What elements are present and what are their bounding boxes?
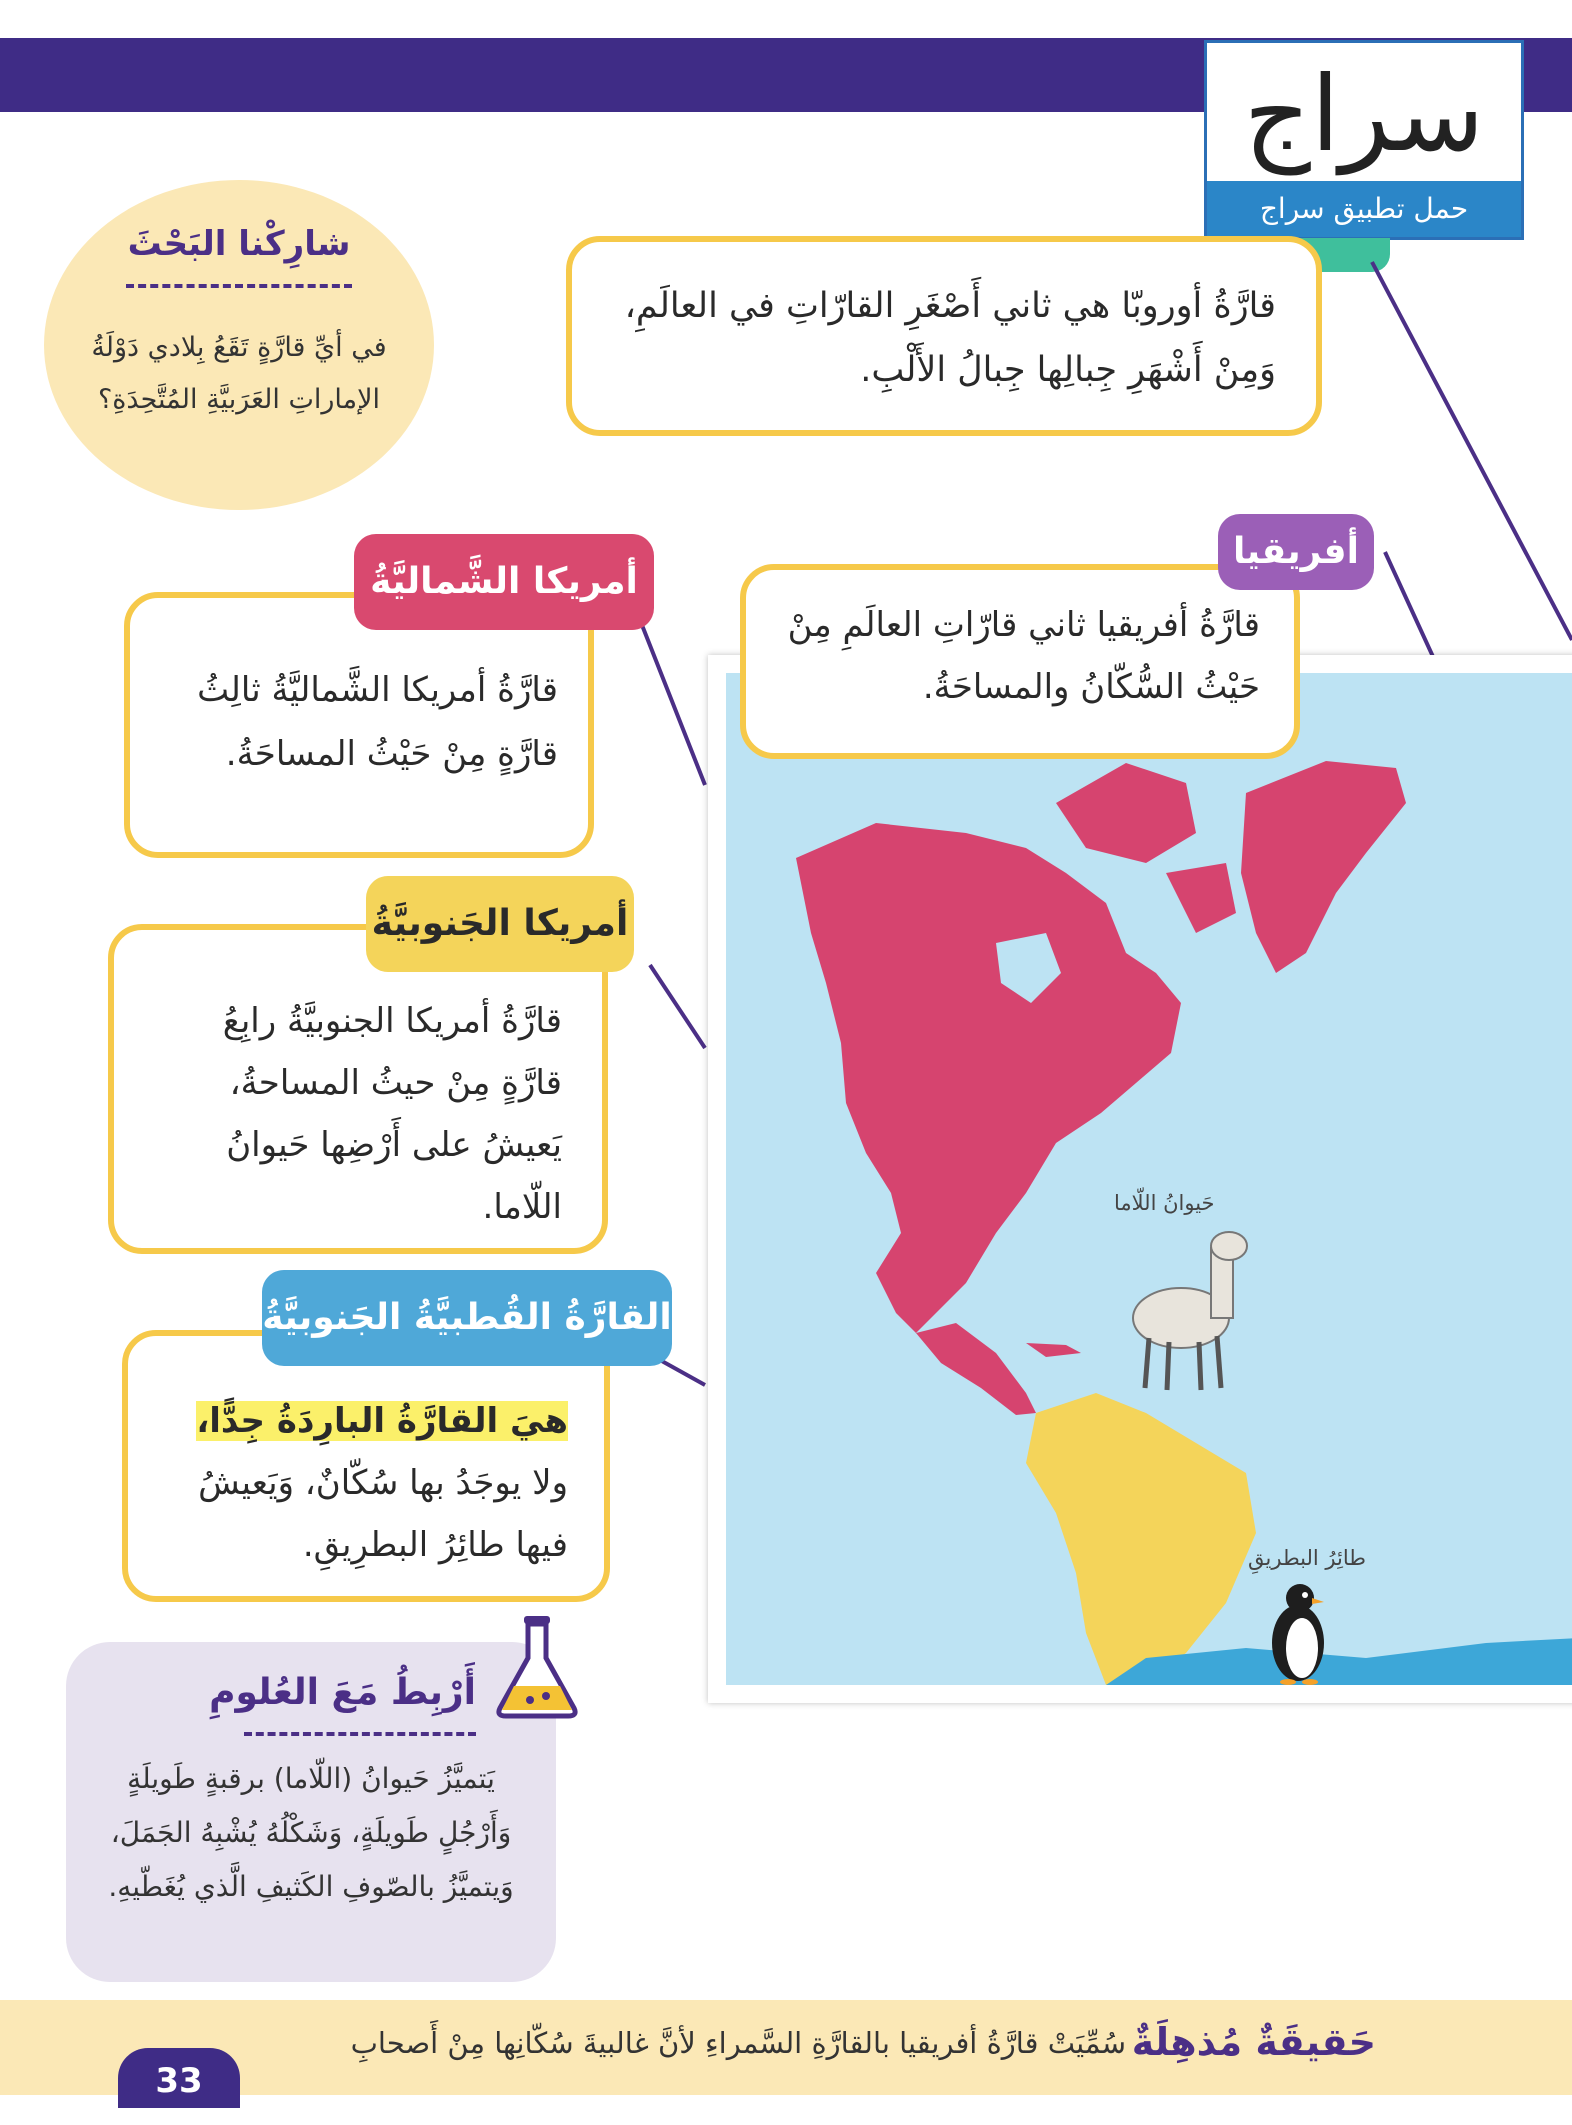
europe-text: قارَّةُ أوروبّا هي ثاني أَصْغَرِ القارّاتِ في العالَمِ، وَمِنْ أَشْهَرِ جِبالِها جِبالُ الأَلْبِ. [624,286,1276,390]
caribbean-islands-shape [1026,1343,1081,1357]
antarctica-text: ولا يوجَدُ بها سُكّانٌ، وَيَعيشُ فيها طائِرُ البطرِيقِ. [198,1463,568,1565]
page-number: 33 [118,2048,240,2108]
science-title-underline [244,1732,476,1736]
north-america-card [124,592,594,858]
llama-illustration [1121,1218,1271,1398]
penguin-illustration [1258,1578,1338,1685]
africa-tag: أفريقيا [1218,514,1374,590]
logo-wordmark: سراج [1243,53,1485,175]
antarctica-tag: القارَّةُ القُطبيَّةُ الجَنوبيَّةُ [262,1270,672,1366]
africa-card [740,564,1300,759]
south-america-tag: أمريكا الجَنوبيَّةُ [366,876,634,972]
south-america-card [108,924,608,1254]
science-title: أَرْبِطُ مَعَ العُلومِ [209,1672,476,1713]
europe-connector [1372,262,1572,640]
europe-card [566,236,1322,436]
research-bubble [44,180,434,510]
antarctica-highlight: هيَ القارَّةُ البارِدَةُ جِدًّا، [196,1401,568,1441]
north-america-connector [640,620,705,785]
amazing-fact-title: حَقيقَةٌ مُذهِلَةٌ [1131,2020,1376,2064]
africa-text: قارَّةُ أفريقيا ثاني قارّاتِ العالَمِ مِنْ حَيْثُ السُّكّانُ والمساحَةُ. [787,605,1260,707]
south-america-shape [1026,1393,1256,1685]
antarctica-card [122,1330,610,1602]
research-question: في أيِّ قارَّةٍ تَقَعُ بِلادي دَوْلَةُ الإماراتِ العَرَبيَّةِ المُتَّحِدَةِ؟ [91,332,387,415]
north-america-tag: أمريكا الشَّماليَّةُ [354,534,654,630]
llama-caption: حَيوانُ اللّاما [1114,1191,1215,1215]
americas-map [708,655,1572,1703]
penguin-caption: طائِرُ البطريقِ [1248,1546,1366,1570]
south-america-text: قارَّةُ أمريكا الجنوبيَّةُ رابِعُ قارَّةٍ مِنْ حيثُ المساحةُ، يَعيشُ على أَرْضِها حَيوانُ اللّاما. [222,1001,562,1227]
logo-app-strip: حمل تطبيق سراج [1207,181,1521,237]
research-title: شارِكْنا البَحْثَ [127,224,351,264]
continents-svg [726,673,1572,1685]
science-box [66,1642,556,1982]
flask-icon [492,1612,582,1722]
ocean-background [726,673,1572,1685]
south-america-connector [650,965,705,1048]
baffin-island-shape [1166,863,1236,933]
greenland-shape [1241,761,1406,973]
antarctica-connector [660,1360,705,1385]
central-america-shape [916,1323,1036,1415]
science-text: يَتميَّزُ حَيوانُ (اللّاما) برقبةٍ طَويلَةٍ وَأَرْجُلٍ طَويلَةٍ، وَشَكْلُهُ يُشْبِهُ الجَمَلَ، وَيتميَّزُ بالصّوفِ الكَثيفِ الَّذي يُغَطّيهِ. [108,1762,514,1903]
arctic-islands-shape [1056,763,1196,863]
penguin-icon [1258,1578,1338,1685]
research-title-underline [126,284,352,288]
llama-icon [1121,1218,1271,1398]
amazing-fact-text: سُمِّيَتْ قارَّةُ أفريقيا بالقارَّةِ السَّمراءِ لأنَّ غالبيةَ سُكّانِها مِنْ أَصحابِ [350,2026,1126,2060]
north-america-text: قارَّةُ أمريكا الشَّماليَّةُ ثالِثُ قارَّةٍ مِنْ حَيْثُ المساحَةُ. [197,670,558,774]
